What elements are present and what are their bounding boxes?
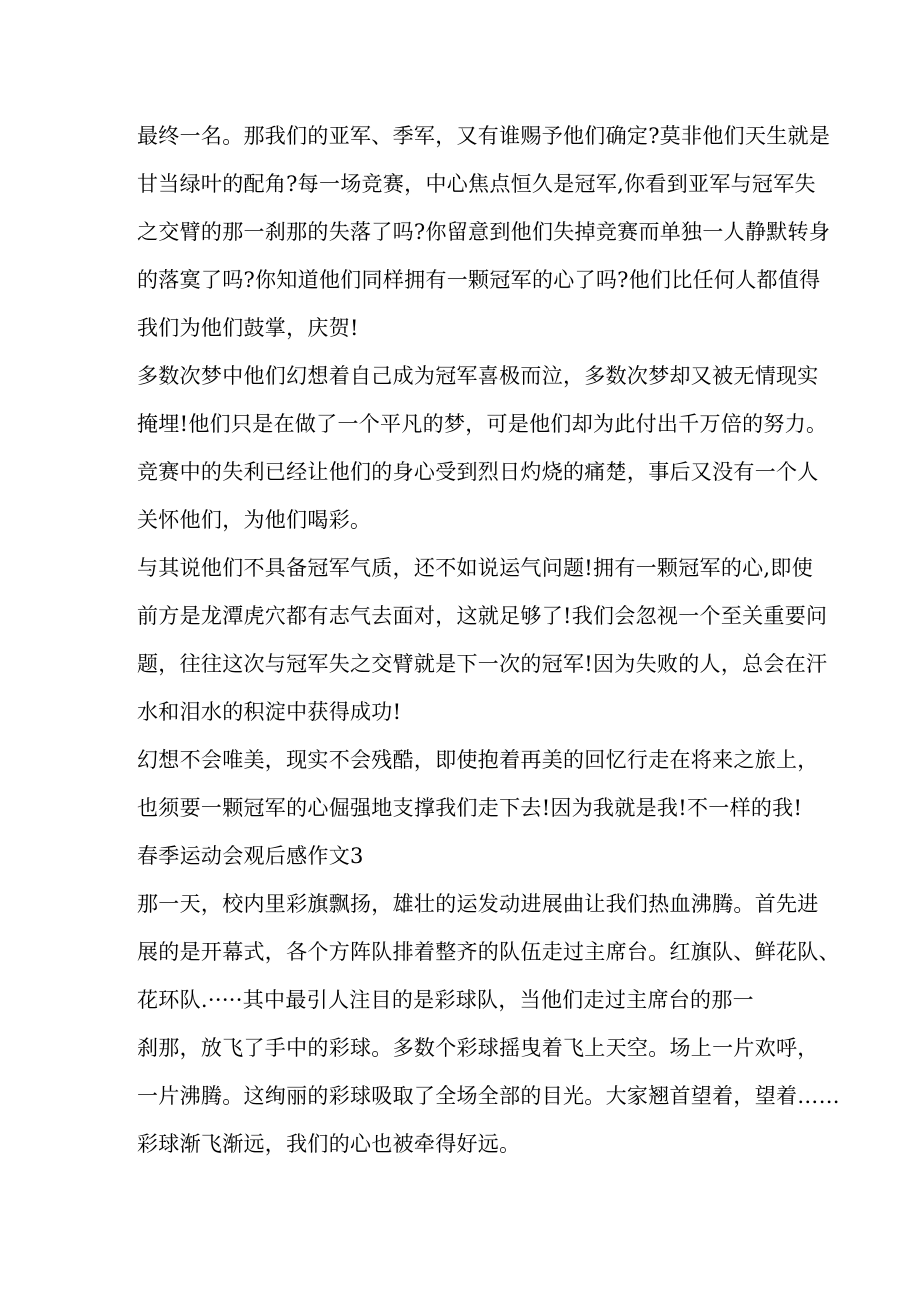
text-line: 甘当绿叶的配角?每一场竞赛，中心焦点恒久是冠军,你看到亚军与冠军失 [137,172,816,196]
text-line: 我们为他们鼓掌，庆贺! [137,316,359,340]
text-line: 题，往往这次与冠军失之交臂就是下一次的冠军!因为失败的人，总会在汗 [137,652,828,676]
text-line: 关怀他们，为他们喝彩。 [137,508,372,532]
text-line: 彩球渐飞渐远，我们的心也被牵得好远。 [137,1132,521,1156]
text-line: 竞赛中的失利已经让他们的身心受到烈日灼烧的痛楚，事后又没有一个人 [137,460,819,484]
text-line: 展的是开幕式，各个方阵队排着整齐的队伍走过主席台。红旗队、鲜花队、 [137,940,840,964]
text-line: 花环队.·····其中最引人注目的是彩球队，当他们走过主席台的那一 [137,988,754,1012]
text-line: 水和泪水的积淀中获得成功! [137,700,402,724]
text-line: 一片沸腾。这绚丽的彩球吸取了全场全部的目光。大家翘首望着，望着…… [137,1084,840,1108]
text-line: 也须要一颗冠军的心倔强地支撑我们走下去!因为我就是我!不一样的我! [137,796,803,820]
text-line: 掩埋!他们只是在做了一个平凡的梦，可是他们却为此付出千万倍的努力。 [137,412,828,436]
text-line: 前方是龙潭虎穴都有志气去面对，这就足够了!我们会忽视一个至关重要问 [137,604,828,628]
text-line: 多数次梦中他们幻想着自己成为冠军喜极而泣，多数次梦却又被无情现实 [137,364,819,388]
text-line: 幻想不会唯美，现实不会残酷，即使抱着再美的回忆行走在将来之旅上， [137,748,819,772]
text-line: 的落寞了吗?你知道他们同样拥有一颗冠军的心了吗?他们比任何人都值得 [137,268,821,292]
text-line: 与其说他们不具备冠军气质，还不如说运气问题!拥有一颗冠军的心,即使 [137,556,814,580]
document-body [137,112,840,1168]
text-line: 刹那，放飞了手中的彩球。多数个彩球摇曳着飞上天空。场上一片欢呼， [137,1036,819,1060]
text-line: 之交臂的那一刹那的失落了吗?你留意到他们失掉竞赛而单独一人静默转身 [137,220,831,244]
text-line: 最终一名。那我们的亚军、季军，又有谁赐予他们确定?莫非他们天生就是 [137,124,831,148]
section-heading: 春季运动会观后感作文3 [137,844,364,868]
text-line: 那一天，校内里彩旗飘扬，雄壮的运发动进展曲让我们热血沸腾。首先进 [137,892,819,916]
